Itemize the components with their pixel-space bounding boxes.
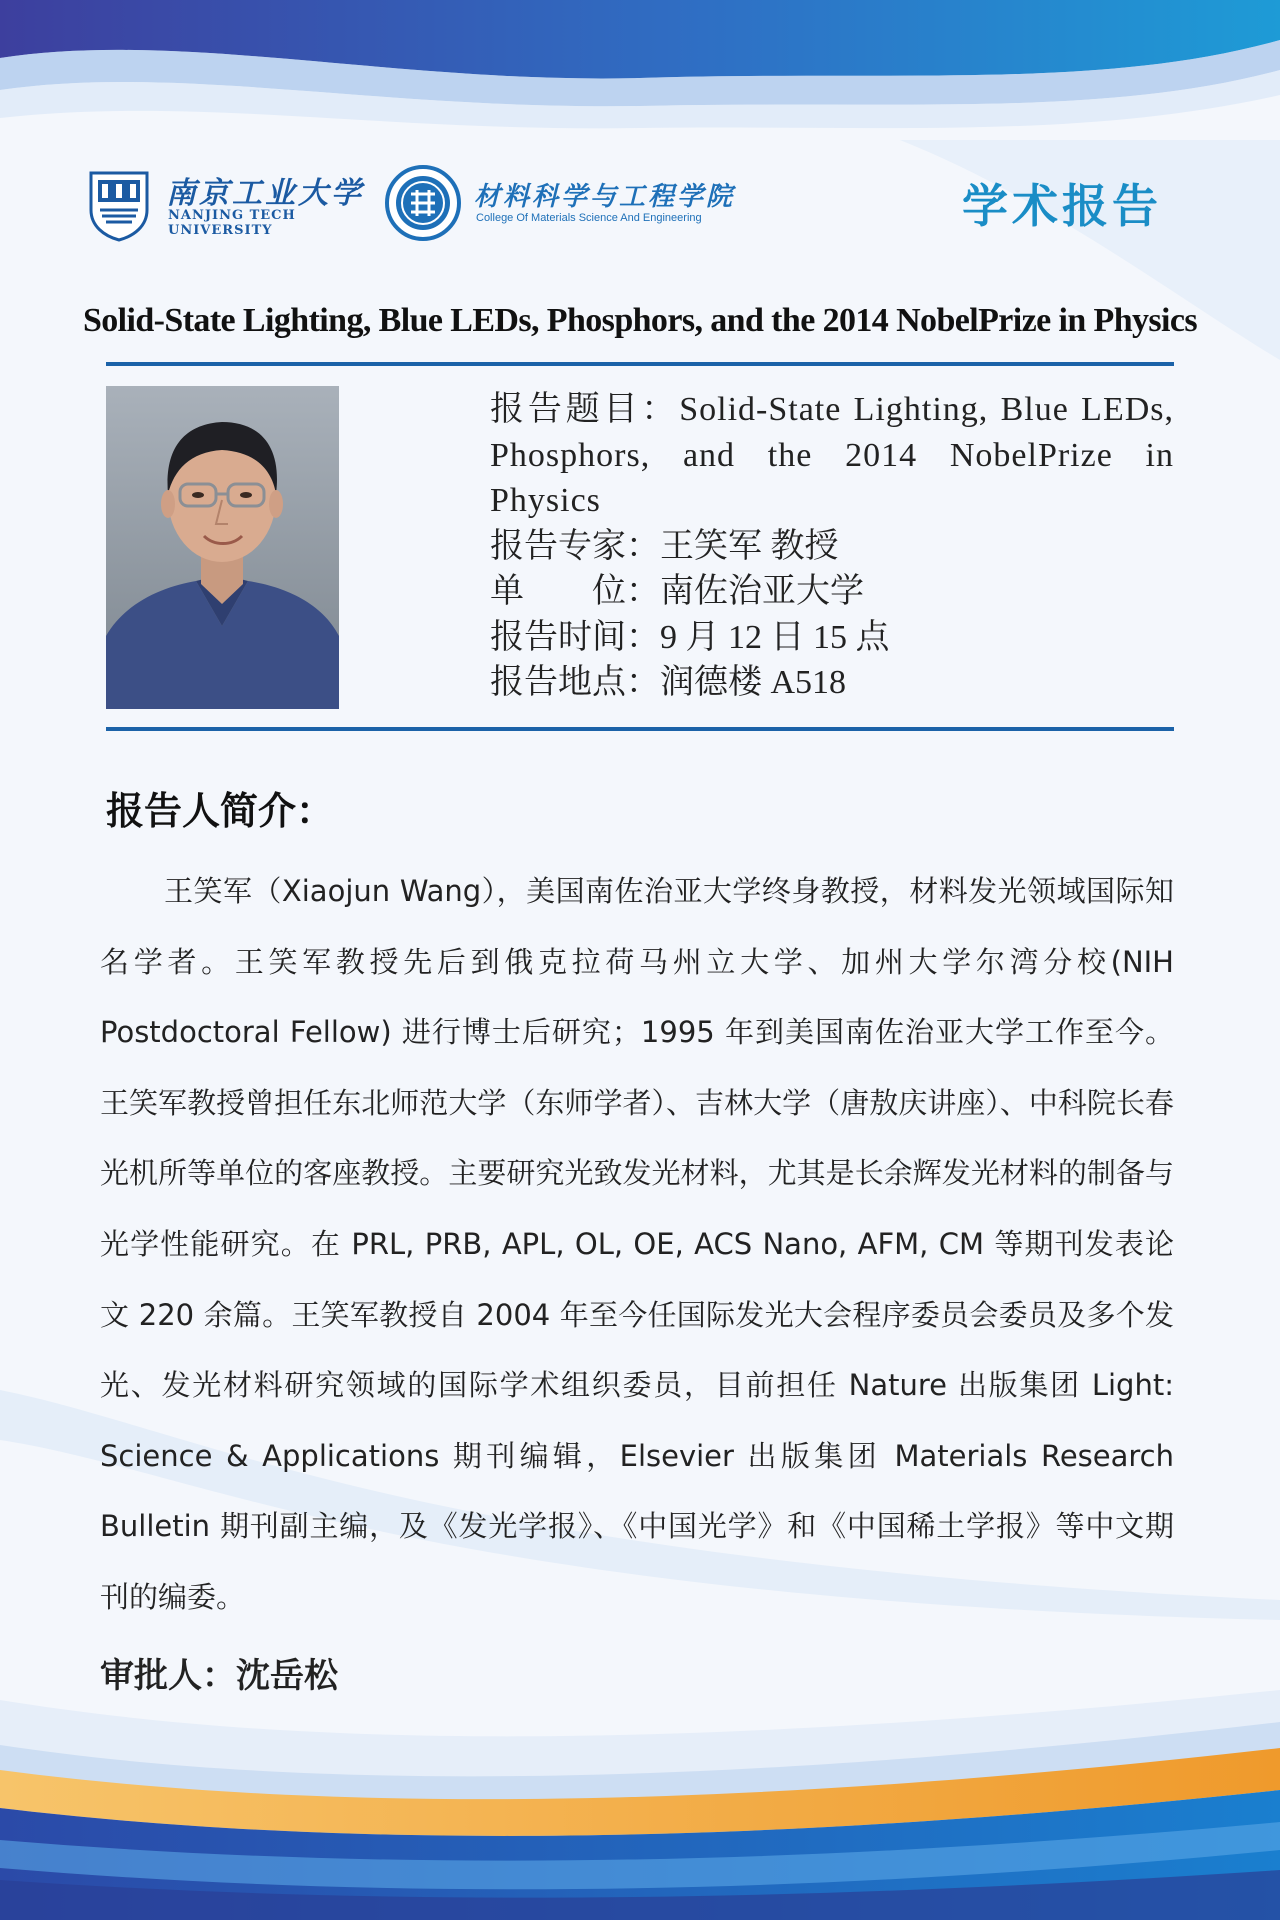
college-name-cn: 材料科学与工程学院 [474, 182, 736, 212]
info-speaker [490, 524, 1174, 570]
report-title: Solid-State Lighting, Blue LEDs, Phosphors, and the 2014 NobelPrize in Physics [82, 302, 1198, 339]
info-topic [490, 387, 1174, 524]
bio-paragraph: 王笑军（Xiaojun Wang），美国南佐治亚大学终身教授，材料发光领域国际知名学者。王笑军教授先后到俄克拉荷马州立大学、加州大学尔湾分校(NIH Postdoctoral Fellow) 进行博士后研究；1995 年到美国南佐治亚大学工作至今。王笑军教授曾担任东北师范大学（东师学者）、吉林大学（唐敖庆讲座）、中科院长春光机所等单位的客座教授。主要研究光致发光材料，尤其是长余辉发光材料的制备与光学性能研究。在 PRL, PRB, APL, OL, OE, ACS Nano, AFM, CM 等期刊发表论文 220 余篇。王笑军教授自 2004 年至今任国际发光大会程序委员会委员及多个发光、发光材料研究领域的国际学术组织委员，目前担任 Nature 出版集团 Light: Science & Applications 期刊编辑，Elsevier 出版集团 Materials Research Bulletin 期刊副主编，及《发光学报》、《中国光学》和《中国稀土学报》等中文期刊的编委。 [100, 874, 1174, 1614]
topic-value: Solid-State Lighting, Blue LEDs, Phosphors, and the 2014 NobelPrize in Physics [490, 391, 1174, 519]
college-emblem-icon [384, 164, 462, 242]
academic-report-badge: 学术报告 [962, 179, 1162, 233]
speaker-photo [106, 386, 339, 709]
info-unit [490, 569, 1174, 615]
info-place [490, 660, 1174, 706]
time-label: 报告时间： [490, 618, 660, 656]
speaker-label: 报告专家： [490, 527, 660, 565]
unit-label: 单 位： [490, 573, 660, 610]
speaker-portrait-illustration [106, 386, 339, 709]
divider-bottom [106, 727, 1174, 731]
approver: 审批人：沈岳松 [100, 1656, 338, 1696]
university-name-en: NANJING TECH UNIVERSITY [168, 208, 296, 238]
place-value: 润德楼 A518 [660, 664, 847, 701]
place-label: 报告地点： [490, 664, 660, 701]
divider-top [106, 362, 1174, 366]
time-value: 9 月 12 日 15 点 [660, 618, 890, 656]
info-time [490, 615, 1174, 661]
university-name-cn: 南京工业大学 [166, 176, 364, 211]
university-logo [88, 166, 364, 242]
college-name-en: College Of Materials Science And Engineering [476, 212, 702, 224]
college-logo [384, 164, 744, 244]
unit-value: 南佐治亚大学 [660, 573, 864, 610]
report-info [490, 387, 1174, 706]
topic-label: 报告题目： [490, 391, 680, 428]
school-shield-icon [88, 170, 150, 242]
speaker-value: 王笑军 教授 [660, 527, 839, 565]
bio-section-title: 报告人简介： [106, 789, 335, 833]
